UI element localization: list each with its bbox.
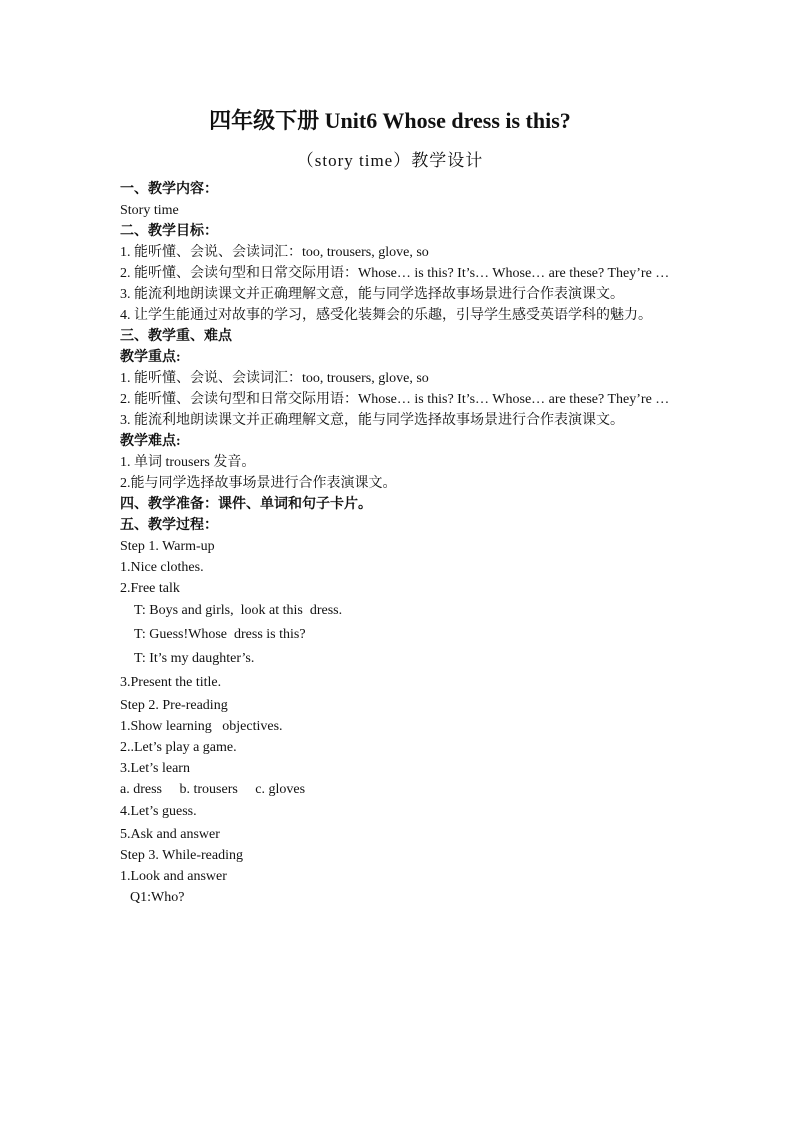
text-line: 3. 能流利地朗读课文并正确理解文意，能与同学选择故事场景进行合作表演课文。	[120, 413, 624, 428]
text-line: Step 3. While-reading	[120, 848, 243, 863]
section-heading: 教学重点:	[120, 350, 181, 365]
text-line: Step 2. Pre-reading	[120, 698, 228, 713]
text-line: T: It’s my daughter’s.	[134, 651, 255, 666]
text-line: a. dress b. trousers c. gloves	[120, 782, 306, 797]
text-line: 3. 能流利地朗读课文并正确理解文意，能与同学选择故事场景进行合作表演课文。	[120, 287, 624, 302]
document-title: 四年级下册 Unit6 Whose dress is this?	[209, 108, 571, 133]
section-heading: 三、教学重、难点	[120, 329, 232, 344]
text-line: 3.Present the title.	[120, 675, 222, 690]
text-line: 1. 单词 trousers 发音。	[120, 455, 256, 470]
text-line: 2.Free talk	[120, 581, 180, 596]
section-heading: 教学难点:	[120, 434, 181, 449]
text-line: 4. 让学生能通过对故事的学习，感受化装舞会的乐趣，引导学生感受英语学科的魅力。	[120, 308, 652, 323]
section-heading: 四、教学准备：课件、单词和句子卡片。	[120, 497, 372, 512]
text-line: Step 1. Warm-up	[120, 539, 215, 554]
text-line: 3.Let’s learn	[120, 761, 190, 776]
section-heading: 一、教学内容：	[120, 182, 218, 197]
text-line: Q1:Who?	[130, 890, 185, 905]
text-line: 2..Let’s play a game.	[120, 740, 237, 755]
document-body	[120, 179, 676, 908]
document-subtitle: （story time）教学设计	[296, 151, 484, 170]
text-line: T: Guess!Whose dress is this?	[134, 627, 306, 642]
text-line: T: Boys and girls, look at this dress.	[134, 603, 343, 618]
text-line: 4.Let’s guess.	[120, 804, 197, 819]
text-line: 1. 能听懂、会说、会读词汇：too, trousers, glove, so	[120, 245, 429, 260]
text-line: 2.能与同学选择故事场景进行合作表演课文。	[120, 476, 397, 491]
text-line: 1.Look and answer	[120, 869, 227, 884]
section-heading: 五、教学过程：	[120, 518, 218, 533]
text-line: 2. 能听懂、会读句型和日常交际用语：Whose… is this? It’s… Whose… are these? They’re …	[120, 266, 670, 281]
text-line: 1.Show learning objectives.	[120, 719, 283, 734]
text-line: 1.Nice clothes.	[120, 560, 204, 575]
section-heading: 二、教学目标：	[120, 224, 218, 239]
text-line: 5.Ask and answer	[120, 827, 220, 842]
text-line: Story time	[120, 203, 179, 218]
text-line: 1. 能听懂、会说、会读词汇：too, trousers, glove, so	[120, 371, 429, 386]
text-line: 2. 能听懂、会读句型和日常交际用语：Whose… is this? It’s… Whose… are these? They’re …	[120, 392, 670, 407]
